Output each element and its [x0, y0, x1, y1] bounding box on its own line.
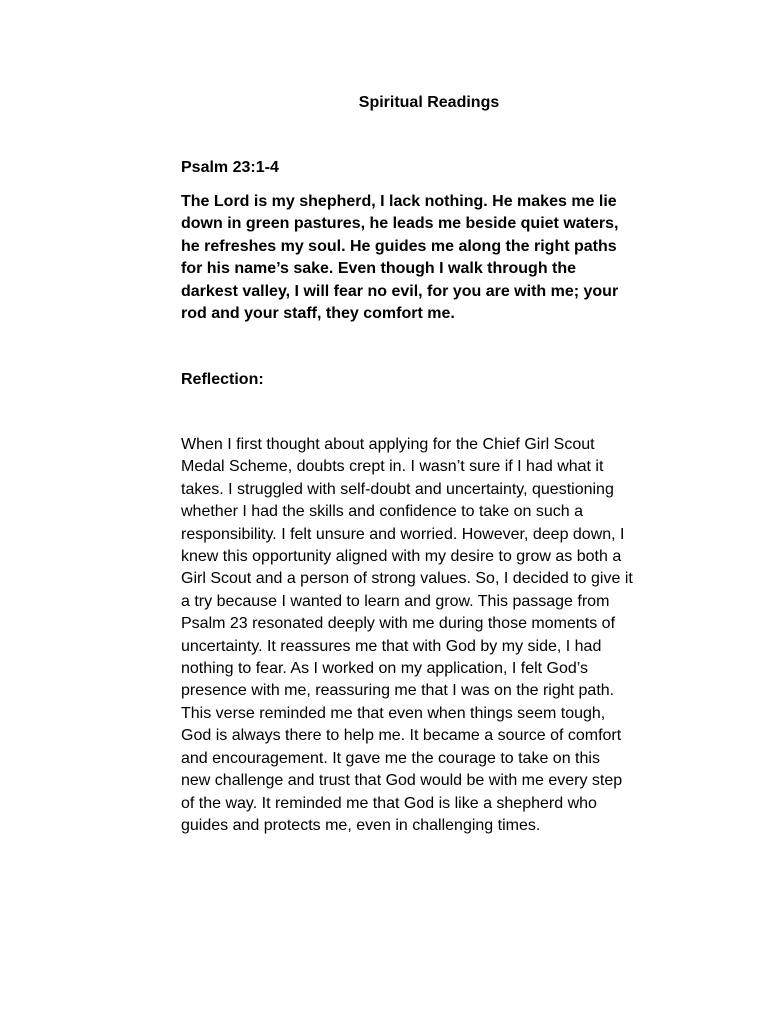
reflection-line: nothing to fear. As I worked on my application, I felt God’s [181, 660, 589, 678]
reflection-line: When I first thought about applying for the Chief Girl Scout [181, 436, 595, 453]
verse-line: rod and your staff, they comfort me. [181, 305, 455, 323]
page-title: Spiritual Readings [358, 94, 500, 111]
reflection-line: knew this opportunity aligned with my desire to grow as both a [181, 548, 622, 566]
verse-line: down in green pastures, he leads me beside quiet waters, [181, 215, 619, 233]
verse-line: he refreshes my soul. He guides me along the right paths [181, 237, 617, 255]
psalm-reference: Psalm 23:1-4 [181, 159, 279, 176]
reflection-line: Psalm 23 resonated deeply with me during those moments of [181, 615, 616, 633]
reflection-line: and encouragement. It gave me the courage to take on this [181, 749, 600, 767]
reflection-line: Girl Scout and a person of strong values. So, I decided to give it [181, 570, 633, 588]
reflection-heading: Reflection: [181, 371, 264, 388]
reflection-line: uncertainty. It reassures me that with God by my side, I had [181, 637, 602, 655]
reflection-line: a try because I wanted to learn and grow. This passage from [181, 592, 610, 610]
reflection-line: Medal Scheme, doubts crept in. I wasn’t sure if I had what it [181, 458, 604, 476]
reflection-line: takes. I struggled with self-doubt and uncertainty, questioning [181, 480, 614, 498]
verse-line: for his name’s sake. Even though I walk through the [181, 260, 577, 278]
reflection-body [181, 434, 691, 837]
verse-line: The Lord is my shepherd, I lack nothing. He makes me lie [181, 193, 617, 210]
reflection-line: responsibility. I felt unsure and worried. However, deep down, I [181, 525, 625, 543]
reflection-line: presence with me, reassuring me that I was on the right path. [181, 682, 615, 700]
reflection-line: whether I had the skills and confidence to take on such a [181, 503, 584, 521]
reflection-line: God is always there to help me. It became a source of comfort [181, 727, 622, 745]
reflection-line: This verse reminded me that even when things seem tough, [181, 704, 606, 722]
reflection-line: of the way. It reminded me that God is like a shepherd who [181, 794, 597, 812]
reflection-line: guides and protects me, even in challenging times. [181, 816, 541, 834]
psalm-verse [181, 191, 671, 325]
reflection-line: new challenge and trust that God would be with me every step [181, 772, 623, 790]
verse-line: darkest valley, I will fear no evil, for you are with me; your [181, 282, 619, 300]
